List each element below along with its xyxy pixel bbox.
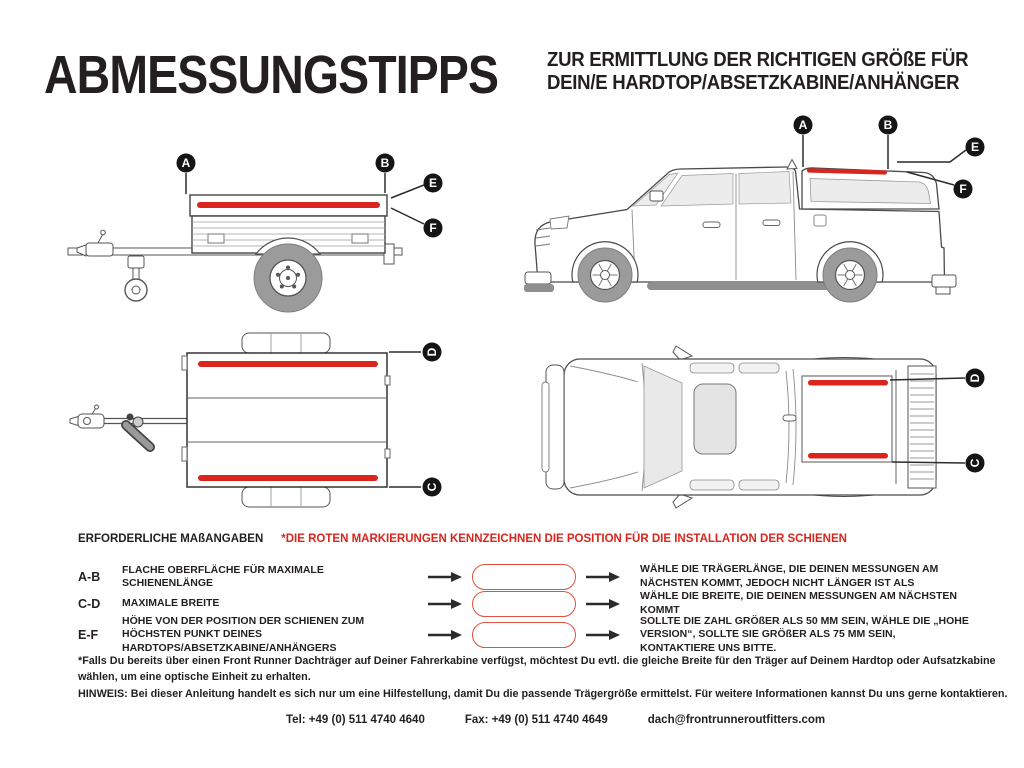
- row-result: WÄHLE DIE BREITE, DIE DEINEN MESSUNGEN AM NÄCHSTEN KOMMT: [640, 590, 957, 616]
- svg-text:A: A: [181, 156, 191, 171]
- fender-bottom: [242, 487, 330, 507]
- marker-a: [177, 154, 196, 173]
- svg-text:E: E: [970, 140, 980, 155]
- rear-wheel: [823, 248, 877, 302]
- marker-c: [966, 454, 985, 473]
- side-mirror-right: [673, 494, 692, 508]
- marker-d: [966, 369, 985, 388]
- svg-text:D: D: [968, 373, 983, 383]
- truck-top-view-diagram: [540, 338, 1010, 515]
- page-subtitle: [547, 49, 968, 95]
- svg-text:F: F: [959, 182, 967, 197]
- marker-e: [966, 138, 985, 157]
- latch: [352, 234, 368, 243]
- headlight: [550, 216, 569, 229]
- latch: [385, 376, 390, 385]
- subtitle-line-1: ZUR ERMITTLUNG DER RICHTIGEN GRÖßE FÜR: [547, 49, 969, 71]
- trailer-side-view-diagram: [40, 118, 465, 318]
- rail-position-stripe: [808, 453, 888, 459]
- arrow-right-icon: [576, 572, 630, 582]
- arrow-right-icon: [418, 599, 472, 609]
- trailer-box-top: [187, 353, 387, 487]
- side-mirror: [650, 191, 663, 201]
- svg-text:A: A: [798, 118, 808, 133]
- bed-latch: [783, 415, 796, 421]
- contact-tel: Tel: +49 (0) 511 4740 4640: [286, 714, 425, 726]
- latch: [385, 449, 390, 458]
- marker-a: [794, 116, 813, 135]
- measurement-value-field: [472, 622, 576, 648]
- sunroof: [694, 384, 736, 454]
- canopy-window: [810, 179, 931, 204]
- hinge: [182, 356, 187, 370]
- subtitle-line-2: DEIN/E HARDTOP/ABSETZKABINE/ANHÄNGER: [547, 72, 960, 94]
- marker-f: [424, 219, 443, 238]
- measurement-value-field: [472, 564, 576, 590]
- contact-fax: Fax: +49 (0) 511 4740 4649: [464, 714, 608, 726]
- fender-top: [242, 333, 330, 353]
- rail-position-stripe: [809, 171, 885, 173]
- bed-interior: [802, 376, 892, 462]
- svg-text:B: B: [883, 118, 893, 133]
- svg-text:B: B: [380, 156, 390, 171]
- front-bumper: [525, 272, 551, 284]
- arrow-right-icon: [576, 630, 630, 640]
- measurement-row-ef: [78, 614, 970, 656]
- measurements-heading: ERFORDERLICHE MAßANGABEN: [78, 533, 264, 545]
- door-handle: [763, 220, 780, 226]
- svg-text:C: C: [968, 458, 983, 468]
- windshield: [644, 366, 682, 488]
- row-description: MAXIMALE BREITE: [122, 597, 220, 610]
- svg-text:C: C: [425, 482, 440, 492]
- fuel-door: [814, 215, 826, 226]
- hinweis-note: HINWEIS: Bei dieser Anleitung handelt es sich nur um eine Hilfestellung, damit Du die passende Trägergröße ermittelst. Für weitere Informationen kannst Du uns gerne kontaktieren.: [78, 688, 1008, 700]
- rail-position-stripe: [198, 475, 378, 481]
- hitch-coupler: [86, 243, 113, 256]
- row-result: SOLLTE DIE ZAHL GRÖßER ALS 50 MM SEIN, WÄHLE DIE „HOHE VERSION“, SOLLTE SIE GRÖßER ALS 75 MM SEIN, KONTAKTIERE UNS BITTE.: [640, 614, 969, 654]
- row-description: FLACHE OBERFLÄCHE FÜR MAXIMALE SCHIENENLÄNGE: [122, 563, 324, 589]
- door-handle: [703, 222, 720, 228]
- marker-c: [423, 478, 442, 497]
- contact-email-link[interactable]: dach@frontrunneroutfitters.com: [647, 714, 826, 726]
- page-title: ABMESSUNGSTIPPS: [44, 45, 499, 105]
- row-result: WÄHLE DIE TRÄGERLÄNGE, DIE DEINEN MESSUNGEN AM NÄCHSTEN KOMMT, JEDOCH NICHT LÄNGER IST ALS: [640, 563, 939, 589]
- measurements-heading-row: [78, 533, 847, 545]
- leader-lines: [389, 352, 421, 487]
- hinge: [182, 447, 187, 461]
- rear-bumper: [908, 366, 936, 488]
- svg-text:F: F: [429, 221, 437, 236]
- side-mirror-left: [673, 346, 692, 360]
- contact-line: [286, 714, 825, 726]
- rail-position-stripe: [198, 361, 378, 367]
- arrow-right-icon: [576, 599, 630, 609]
- row-label: A-B: [78, 570, 101, 584]
- marker-b: [879, 116, 898, 135]
- row-label: C-D: [78, 597, 101, 611]
- marker-f: [954, 180, 973, 199]
- red-markings-note: *DIE ROTEN MARKIERUNGEN KENNZEICHNEN DIE POSITION FÜR DIE INSTALLATION DER SCHIENEN: [281, 533, 847, 545]
- svg-text:D: D: [425, 347, 440, 357]
- jockey-clamp: [128, 256, 144, 268]
- rail-position-stripe: [808, 380, 888, 386]
- arrow-right-icon: [418, 572, 472, 582]
- marker-e: [424, 174, 443, 193]
- front-air-dam: [524, 284, 554, 292]
- marker-b: [376, 154, 395, 173]
- trailer-top-view-diagram: [40, 330, 465, 520]
- rail-position-stripe: [197, 202, 380, 208]
- rear-bumper: [932, 275, 956, 287]
- marker-d: [423, 343, 442, 362]
- front-wheel: [578, 248, 632, 302]
- antenna-fin: [787, 160, 797, 170]
- row-description: HÖHE VON DER POSITION DER SCHIENEN ZUM HÖCHSTEN PUNKT DEINES HARDTOPS/ABSETZKABINE/ANHÄNGERS: [122, 615, 365, 654]
- latch: [208, 234, 224, 243]
- hitch-tip: [70, 417, 78, 426]
- truck-side-view-diagram: [505, 112, 1010, 317]
- arrow-right-icon: [418, 630, 472, 640]
- row-label: E-F: [78, 628, 99, 642]
- svg-text:E: E: [428, 176, 438, 191]
- brake-pivot: [133, 417, 143, 427]
- asterisk-footnote: *Falls Du bereits über einen Front Runner Dachträger auf Deiner Fahrerkabine verfügst, möchtest Du evtl. die gleiche Breite für den Träger auf Deinem Hardtop oder Aufsatzkabine wählen, um eine optische Einheit zu erhalten.: [78, 655, 996, 683]
- rear-door-glass: [739, 172, 791, 205]
- brake-gear: [127, 414, 134, 421]
- hitch-receiver: [936, 287, 950, 294]
- drawbar: [102, 419, 187, 424]
